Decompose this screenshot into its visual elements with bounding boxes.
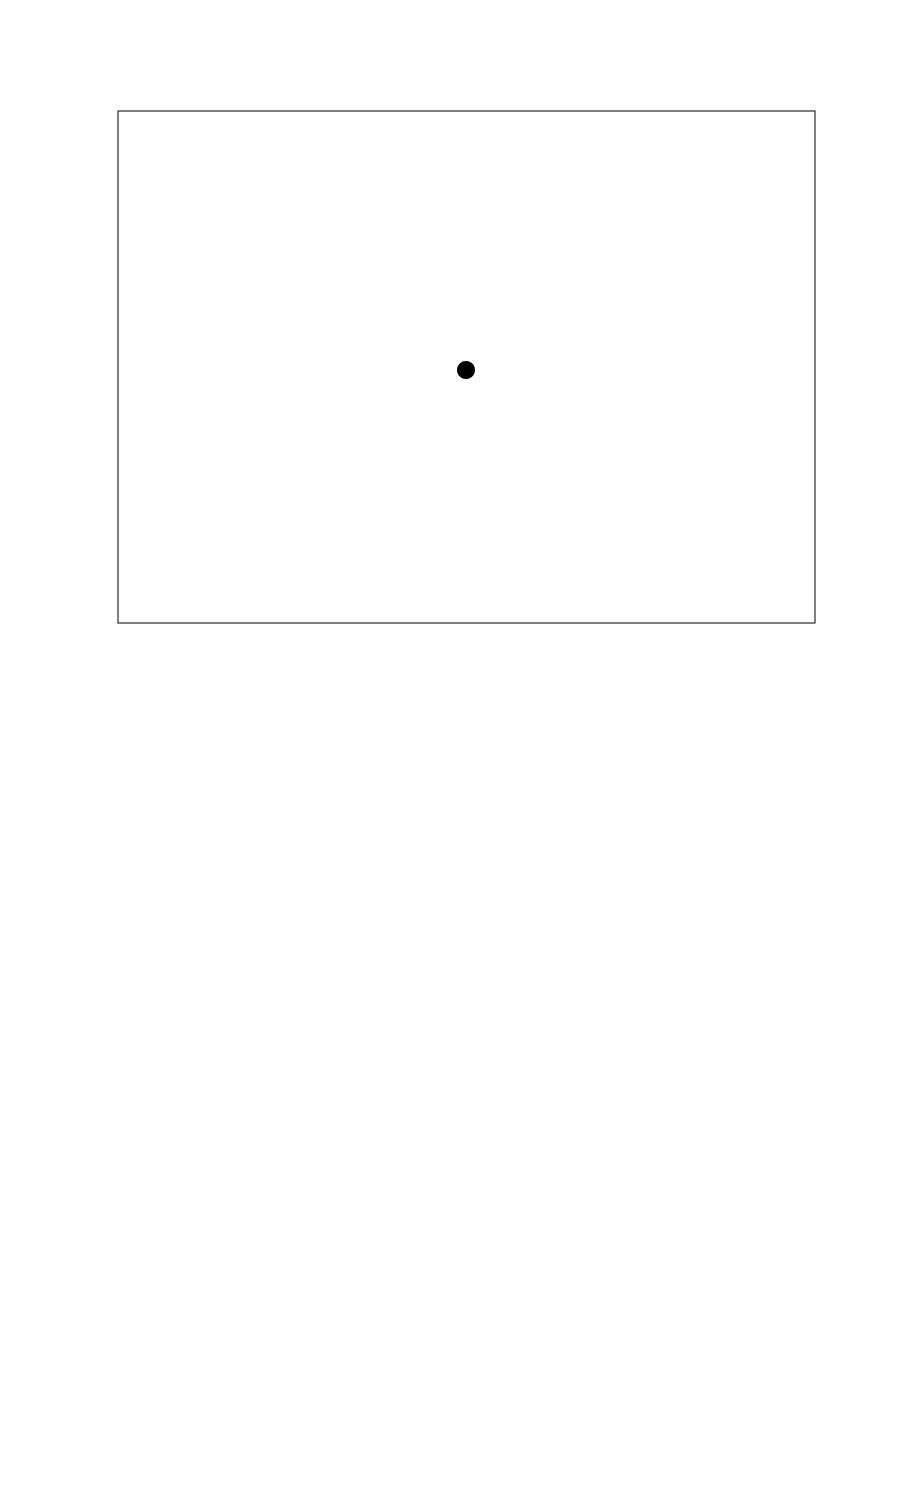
frequency-table [0,830,900,1300]
calm-center [457,361,475,379]
wind-rose-chart [0,0,900,640]
